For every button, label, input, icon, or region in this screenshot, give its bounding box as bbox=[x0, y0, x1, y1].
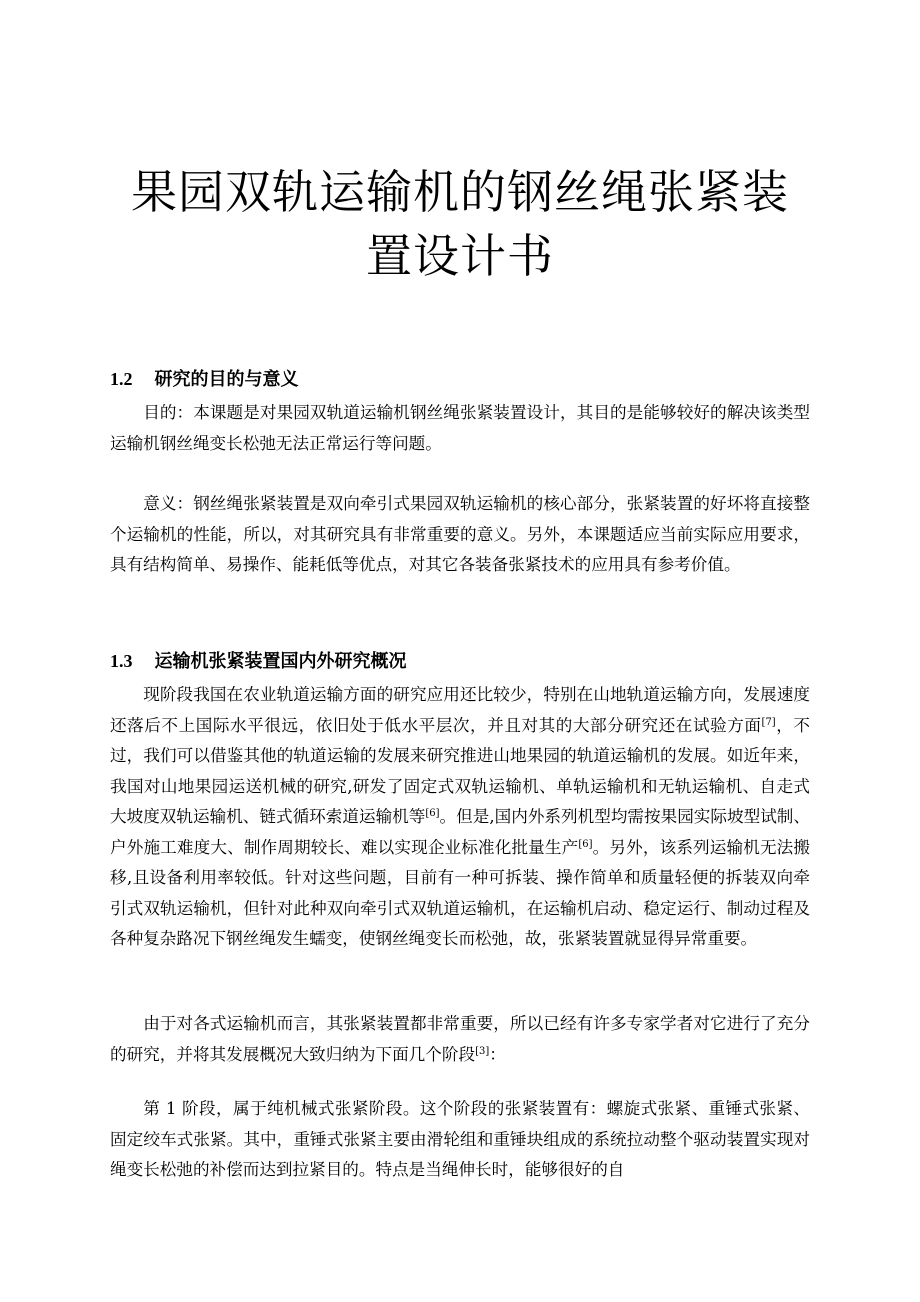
text-run: 。另外，该系列运输机无法搬移,且设备利用率较低。针对这些问题，目前有一种可拆装、操作简单和质量轻便的拆装双向牵引式双轨运输机，但针对此种双向牵引式双轨道运输机，在运输机启动、稳定运行、制动过程及各种复杂路况下钢丝绳发生蠕变，使钢丝绳变长而松弛，故，张紧装置就显得异常重要。 bbox=[110, 837, 811, 948]
paragraph-purpose: 目的：本课题是对果园双轨道运输机钢丝绳张紧装置设计，其目的是能够较好的解决该类型运输机钢丝绳变长松弛无法正常运行等问题。 bbox=[110, 403, 810, 453]
paragraph-stage-1: 第 1 阶段，属于纯机械式张紧阶段。这个阶段的张紧装置有：螺旋式张紧、重锤式张紧、固定绞车式张紧。其中，重锤式张紧主要由滑轮组和重锤块组成的系统拉动整个驱动装置实现对绳变长松弛的补偿而达到拉紧目的。特点是当绳伸长时，能够很好的自 bbox=[110, 1099, 810, 1179]
paragraph-significance: 意义：钢丝绳张紧装置是双向牵引式果园双轨运输机的核心部分，张紧装置的好坏将直接整个运输机的性能，所以，对其研究具有非常重要的意义。另外，本课题适应当前实际应用要求，具有结构简单、易操作、能耗低等优点，对其它各装备张紧技术的应用具有参考价值。 bbox=[110, 494, 810, 574]
text-run: ： bbox=[489, 1044, 506, 1064]
citation[interactable]: [6] bbox=[578, 838, 593, 850]
citation[interactable]: [6] bbox=[425, 808, 440, 819]
paragraph-stages-intro bbox=[110, 1009, 810, 1070]
section-title: 运输机张紧装置国内外研究概况 bbox=[154, 651, 407, 672]
section-number: 1.2 bbox=[110, 369, 133, 389]
section-number: 1.3 bbox=[110, 651, 133, 671]
text-run: 现阶段我国在农业轨道运输方面的研究应用还比较少，特别在山地轨道运输方向，发展速度还落后不上国际水平很远，依旧处于低水平层次，并且对其的大部分研究还在试验方面 bbox=[110, 685, 810, 735]
document-title: 果园双轨运输机的钢丝绳张紧装置设计书 bbox=[131, 165, 789, 283]
citation[interactable]: [3] bbox=[475, 1045, 490, 1057]
citation[interactable]: [7] bbox=[761, 716, 776, 728]
text-run: ，不过，我们可以借鉴其他的轨道运输的发展来研究推进山地果园的轨道运输机的发展。如近年来，我国对山地果园运送机械的研究,研发了固定式双轨运输机、单轨运输机和无轨运输机、自走式大坡度双轨运输机、链式循环索道运输机等 bbox=[110, 715, 811, 826]
text-run: 由于对各式运输机而言，其张紧装置都非常重要，所以已经有许多专家学者对它进行了充分的研究，并将其发展概况大致归纳为下面几个阶段 bbox=[110, 1014, 810, 1064]
section-heading-1-3 bbox=[110, 648, 407, 675]
section-heading-1-2 bbox=[110, 366, 299, 393]
text-run: 。但是,国内外系列机型均需按果园实际坡型试制、户外施工难度大、制作周期较长、难以实现企业标准化批量生产 bbox=[110, 807, 810, 857]
paragraph-overview bbox=[110, 680, 810, 955]
section-title: 研究的目的与意义 bbox=[154, 369, 299, 390]
